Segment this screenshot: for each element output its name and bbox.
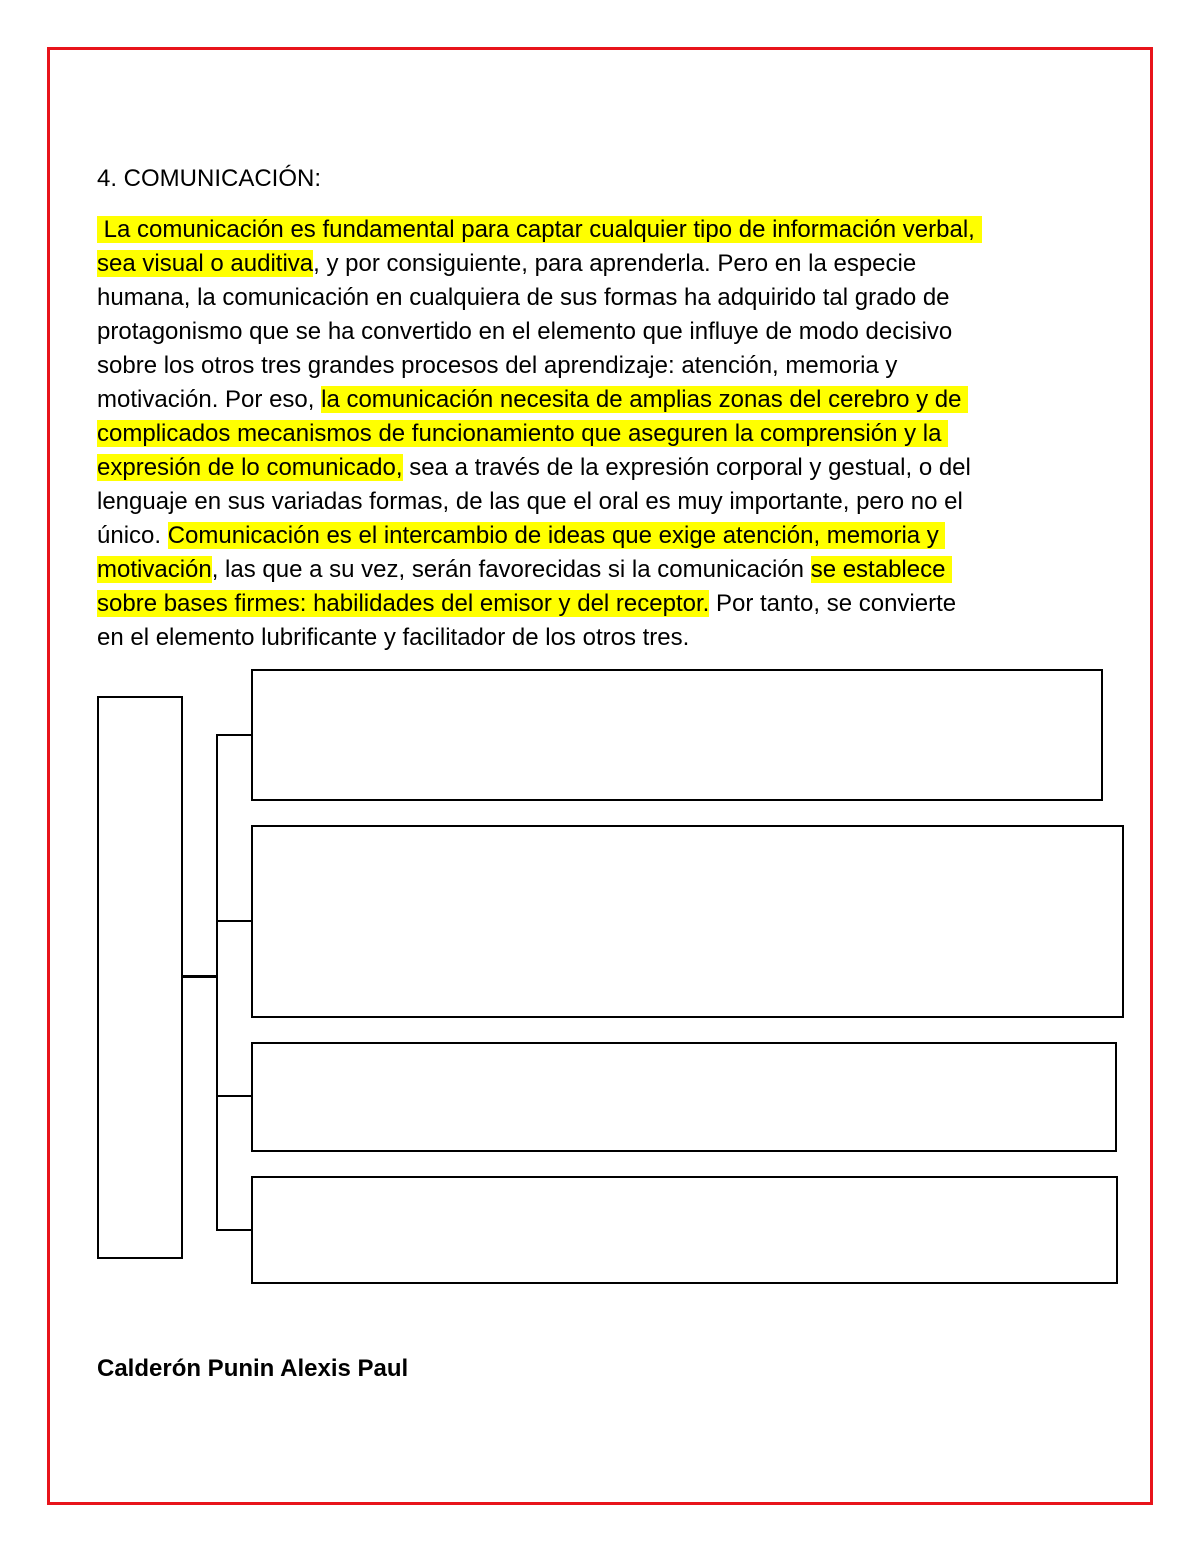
paragraph-line xyxy=(97,451,1112,485)
diagram-branch-box-2 xyxy=(251,825,1124,1018)
highlighted-text: sobre bases firmes: habilidades del emisor y del receptor. xyxy=(97,590,710,617)
diagram-branch-box-1 xyxy=(251,669,1103,801)
paragraph-line xyxy=(97,417,1112,451)
paragraph-text: humana, la comunicación en cualquiera de sus formas ha adquirido tal grado de xyxy=(97,284,950,311)
paragraph-line xyxy=(97,281,1112,315)
diagram-connector-branch-4 xyxy=(216,1229,253,1231)
paragraph-line xyxy=(97,519,1112,553)
paragraph-text: sobre los otros tres grandes procesos del aprendizaje: atención, memoria y xyxy=(97,352,898,379)
paragraph-text: único. xyxy=(97,522,168,549)
diagram-branch-box-3 xyxy=(251,1042,1117,1152)
paragraph-line xyxy=(97,485,1112,519)
highlighted-text: sea visual o auditiva xyxy=(97,250,314,277)
highlighted-text: se establece xyxy=(810,556,953,583)
paragraph-line xyxy=(97,213,1112,247)
section-heading: 4. COMUNICACIÓN: xyxy=(97,165,322,192)
paragraph-line xyxy=(97,247,1112,281)
highlighted-text: la comunicación necesita de amplias zonas del cerebro y de xyxy=(321,386,969,413)
highlighted-text: complicados mecanismos de funcionamiento que aseguren la comprensión y la xyxy=(97,420,949,447)
highlighted-text: motivación xyxy=(97,556,212,583)
paragraph-text: , las que a su vez, serán favorecidas si la comunicación xyxy=(211,556,811,583)
diagram-connector-branch-1 xyxy=(216,734,253,736)
paragraph-line xyxy=(97,621,1112,655)
paragraph-line xyxy=(97,587,1112,621)
diagram-branch-box-4 xyxy=(251,1176,1118,1284)
paragraph-text: , y por consiguiente, para aprenderla. Pero en la especie xyxy=(313,250,917,277)
diagram-connector-branch-2 xyxy=(216,920,253,922)
body-paragraph xyxy=(97,213,1112,655)
paragraph-line xyxy=(97,349,1112,383)
paragraph-line xyxy=(97,553,1112,587)
paragraph-text: protagonismo que se ha convertido en el elemento que influye de modo decisivo xyxy=(97,318,953,345)
author-name: Calderón Punin Alexis Paul xyxy=(97,1355,409,1382)
highlighted-text: La comunicación es fundamental para captar cualquier tipo de información verbal, xyxy=(97,216,982,243)
highlighted-text: Comunicación es el intercambio de ideas que exige atención, memoria y xyxy=(167,522,946,549)
paragraph-line xyxy=(97,383,1112,417)
paragraph-text: en el elemento lubrificante y facilitador de los otros tres. xyxy=(97,624,690,651)
highlighted-text: expresión de lo comunicado, xyxy=(97,454,403,481)
paragraph-text: sea a través de la expresión corporal y gestual, o del xyxy=(402,454,971,481)
paragraph-text: motivación. Por eso, xyxy=(97,386,322,413)
diagram-connector-main xyxy=(183,975,218,978)
diagram-connector-branch-3 xyxy=(216,1095,253,1097)
paragraph-text: Por tanto, se convierte xyxy=(709,590,957,617)
paragraph-line xyxy=(97,315,1112,349)
diagram-main-box xyxy=(97,696,183,1259)
diagram-connector-vertical xyxy=(216,734,218,1231)
paragraph-text: lenguaje en sus variadas formas, de las que el oral es muy importante, pero no el xyxy=(97,488,963,515)
